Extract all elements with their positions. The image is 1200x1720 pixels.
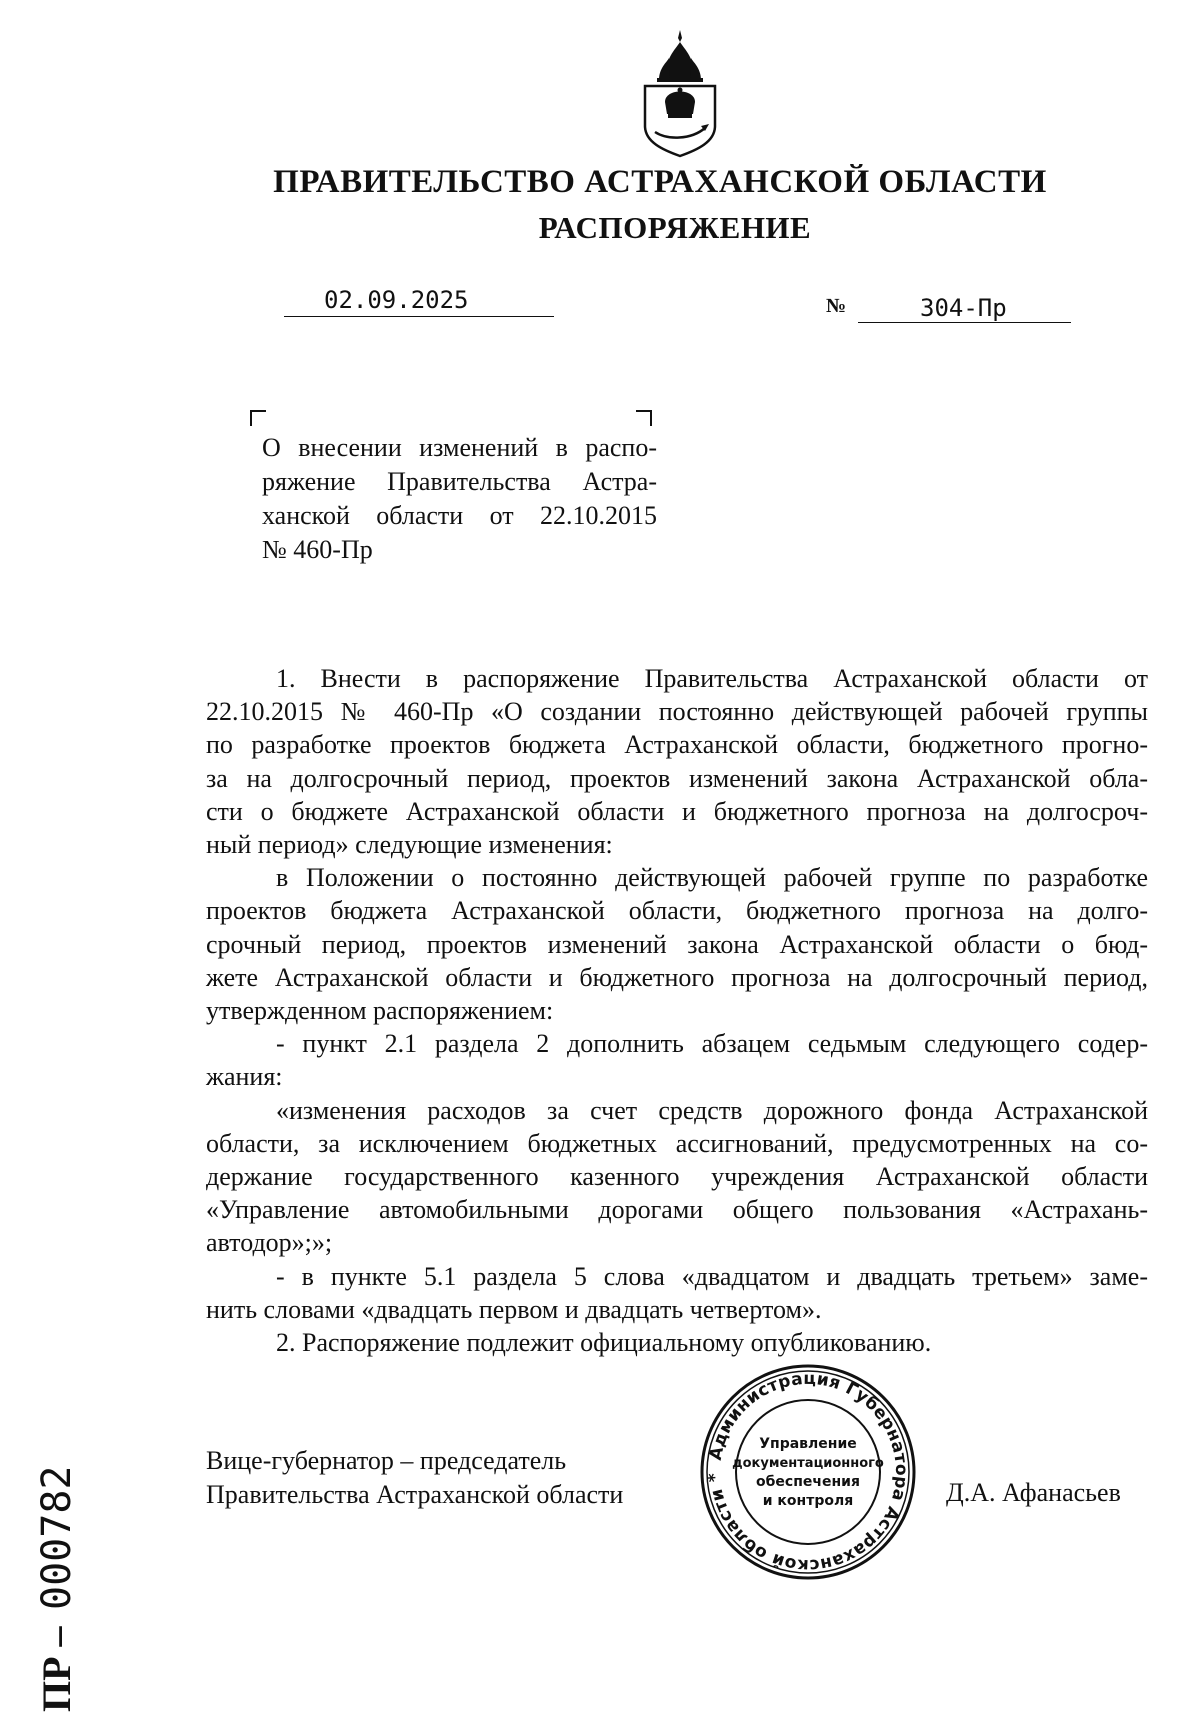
body-line: 2. Распоряжение подлежит официальному опубликованию. [276, 1328, 932, 1358]
body-line: «Управление автомобильными дорогами общего пользования «Астрахань- [206, 1195, 1148, 1225]
document-date: 02.09.2025 [324, 286, 469, 314]
document-number: 304-Пр [920, 294, 1007, 322]
subject-line: ряжение Правительства Астра- [262, 467, 657, 496]
body-line: 22.10.2015 № 460-Пр «О создании постоянно действующей рабочей группы [206, 697, 1148, 727]
official-stamp [697, 1361, 919, 1583]
stamp-ring-text: Администрация Губернатора Астраханской области * [704, 1368, 912, 1576]
stamp-center-line: документационного [732, 1456, 884, 1471]
body-line: держание государственного казенного учреждения Астраханской области [206, 1162, 1148, 1192]
government-title: ПРАВИТЕЛЬСТВО АСТРАХАНСКОЙ ОБЛАСТИ [273, 164, 1047, 200]
number-underline [858, 320, 1071, 323]
body-line: ный период» следующие изменения: [206, 830, 613, 860]
subject-line: № 460-Пр [262, 535, 373, 564]
body-line: - в пункте 5.1 раздела 5 слова «двадцатом и двадцать третьем» заме- [276, 1261, 1148, 1291]
subject-corner-left [250, 410, 266, 426]
document-body [206, 662, 1148, 1359]
signatory-name: Д.А. Афанасьев [946, 1478, 1121, 1507]
subject-line: О внесении изменений в распо- [262, 433, 657, 462]
signatory-position-line: Правительства Астраханской области [206, 1480, 624, 1509]
body-line: утвержденном распоряжением: [206, 996, 554, 1026]
document-subject [262, 431, 657, 567]
body-line: «изменения расходов за счет средств дорожного фонда Астраханской [276, 1095, 1148, 1125]
subject-corner-right [636, 410, 652, 426]
body-line: за на долгосрочный период, проектов изменений закона Астраханской обла- [206, 763, 1148, 793]
body-line: по разработке проектов бюджета Астраханской области, бюджетного прогно- [206, 730, 1148, 760]
registration-number [18, 1400, 88, 1720]
body-line: автодор»;»; [206, 1228, 333, 1258]
signatory-position [206, 1444, 623, 1512]
coat-of-arms-emblem [635, 28, 725, 158]
body-line: области, за исключением бюджетных ассигнований, предусмотренных на со- [206, 1128, 1148, 1158]
body-line: жания: [206, 1062, 283, 1092]
number-sign: № [826, 295, 847, 317]
body-line: - пункт 2.1 раздела 2 дополнить абзацем седьмым следующего содер- [276, 1029, 1148, 1059]
document-type-title: РАСПОРЯЖЕНИЕ [538, 210, 812, 245]
body-line: в Положении о постоянно действующей рабочей группе по разработке [276, 863, 1148, 893]
body-line: проектов бюджета Астраханской области, бюджетного прогноза на долго- [206, 896, 1148, 926]
body-line: 1. Внести в распоряжение Правительства Астраханской области от [276, 664, 1148, 693]
date-underline [284, 314, 554, 317]
stamp-center-line: обеспечения [756, 1474, 860, 1490]
registration-prefix: ПР – [34, 1626, 79, 1712]
signatory-position-line: Вице-губернатор – председатель [206, 1446, 567, 1475]
registration-digits: 000782 [34, 1465, 80, 1610]
body-line: срочный период, проектов изменений закона Астраханской области о бюд- [206, 929, 1148, 959]
body-line: сти о бюджете Астраханской области и бюджетного прогноза на долгосроч- [206, 796, 1148, 826]
subject-line: ханской области от 22.10.2015 [262, 501, 657, 530]
stamp-center-line: и контроля [762, 1493, 854, 1509]
body-line: нить словами «двадцать первом и двадцать четвертом». [206, 1294, 822, 1324]
body-line: жете Астраханской области и бюджетного прогноза на долгосрочный период, [206, 962, 1148, 992]
stamp-center-line: Управление [759, 1436, 857, 1452]
